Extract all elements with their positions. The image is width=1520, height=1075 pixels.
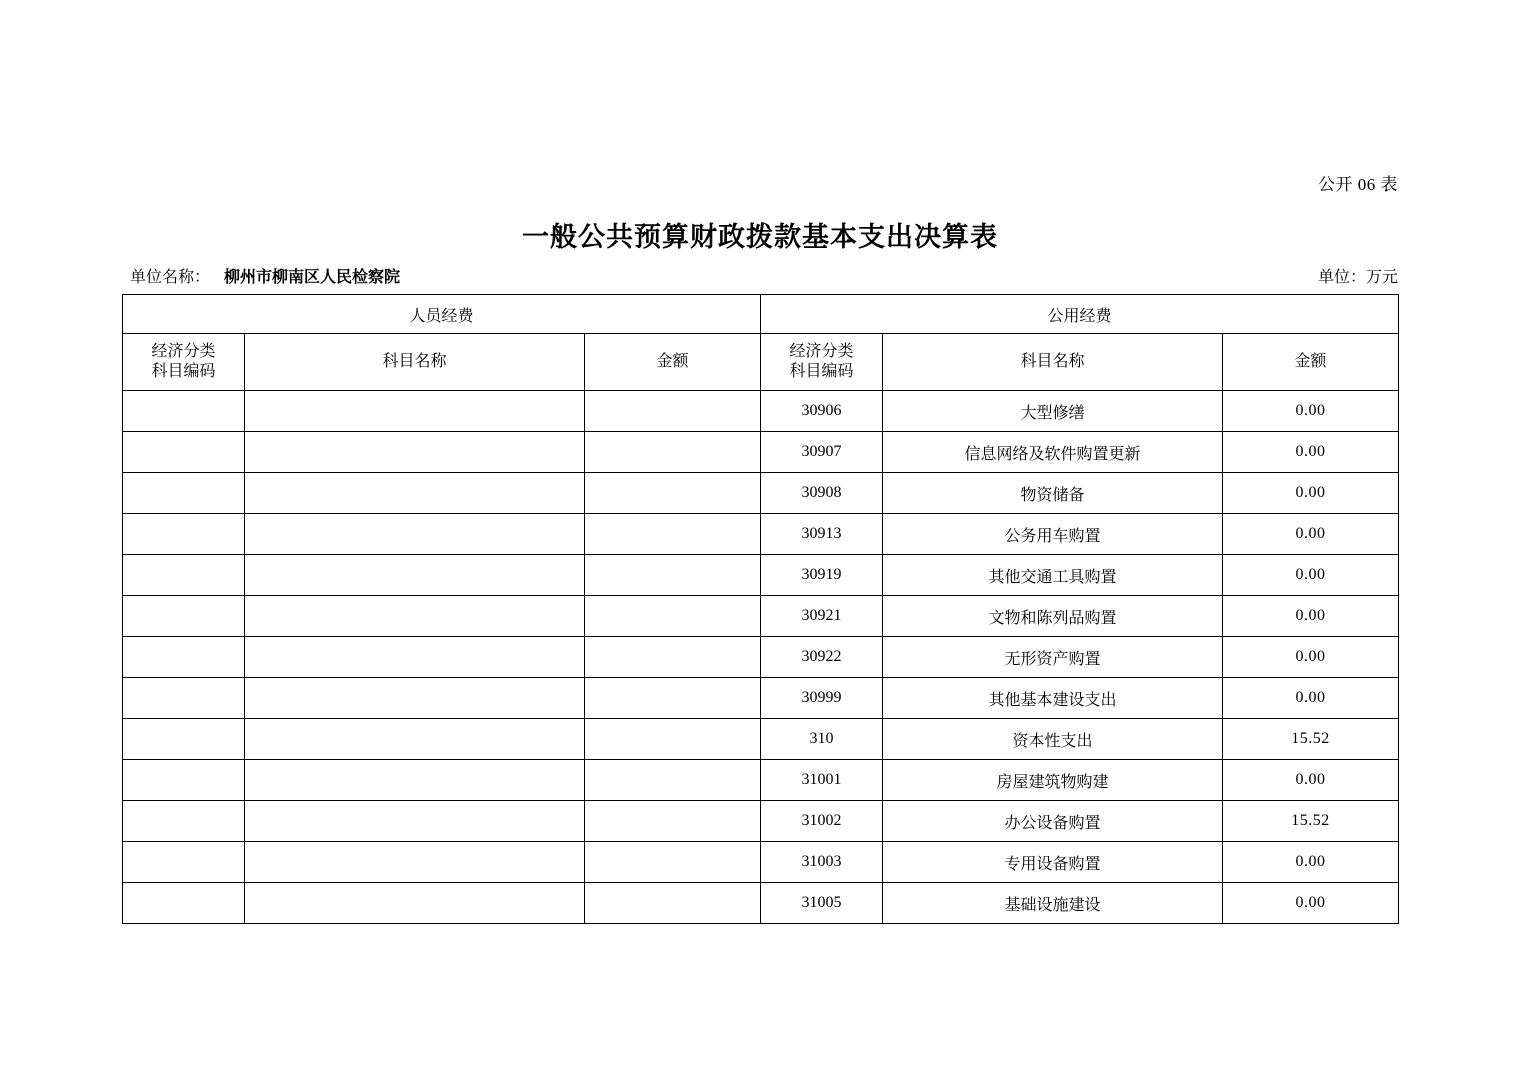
cell-personnel-code bbox=[123, 760, 245, 801]
cell-public-code: 31002 bbox=[761, 801, 883, 842]
cell-public-code: 30919 bbox=[761, 555, 883, 596]
column-header-personnel-code bbox=[123, 334, 245, 391]
cell-public-amount: 15.52 bbox=[1223, 719, 1399, 760]
table-row bbox=[123, 801, 1399, 842]
table-row bbox=[123, 842, 1399, 883]
cell-personnel-amount bbox=[585, 760, 761, 801]
cell-personnel-amount bbox=[585, 883, 761, 924]
cell-personnel-name bbox=[245, 719, 585, 760]
cell-personnel-code bbox=[123, 801, 245, 842]
table-row bbox=[123, 760, 1399, 801]
cell-public-amount: 0.00 bbox=[1223, 514, 1399, 555]
cell-public-name: 公务用车购置 bbox=[883, 514, 1223, 555]
cell-public-amount: 0.00 bbox=[1223, 842, 1399, 883]
cell-public-code: 31005 bbox=[761, 883, 883, 924]
cell-public-name: 其他基本建设支出 bbox=[883, 678, 1223, 719]
cell-personnel-code bbox=[123, 596, 245, 637]
cell-personnel-code bbox=[123, 514, 245, 555]
cell-personnel-amount bbox=[585, 514, 761, 555]
cell-public-name: 专用设备购置 bbox=[883, 842, 1223, 883]
cell-public-name: 文物和陈列品购置 bbox=[883, 596, 1223, 637]
cell-public-code: 30921 bbox=[761, 596, 883, 637]
cell-personnel-amount bbox=[585, 801, 761, 842]
cell-public-name: 其他交通工具购置 bbox=[883, 555, 1223, 596]
table-row bbox=[123, 678, 1399, 719]
column-header-public-code-line2: 科目编码 bbox=[789, 363, 854, 380]
column-header-public-amount: 金额 bbox=[1223, 334, 1399, 391]
cell-public-code: 310 bbox=[761, 719, 883, 760]
cell-personnel-code bbox=[123, 555, 245, 596]
cell-public-code: 30999 bbox=[761, 678, 883, 719]
cell-public-amount: 0.00 bbox=[1223, 596, 1399, 637]
cell-personnel-name bbox=[245, 678, 585, 719]
budget-table bbox=[122, 294, 1399, 924]
cell-personnel-name bbox=[245, 514, 585, 555]
cell-public-name: 大型修缮 bbox=[883, 391, 1223, 432]
group-header-personnel: 人员经费 bbox=[123, 295, 761, 334]
column-header-public-code-line1: 经济分类 bbox=[789, 343, 854, 360]
table-row bbox=[123, 555, 1399, 596]
cell-personnel-code bbox=[123, 473, 245, 514]
column-header-personnel-code-line1: 经济分类 bbox=[151, 343, 216, 360]
cell-personnel-name bbox=[245, 391, 585, 432]
cell-personnel-amount bbox=[585, 637, 761, 678]
cell-personnel-code bbox=[123, 719, 245, 760]
group-header-public: 公用经费 bbox=[761, 295, 1399, 334]
cell-public-amount: 0.00 bbox=[1223, 432, 1399, 473]
cell-personnel-name bbox=[245, 596, 585, 637]
table-row bbox=[123, 596, 1399, 637]
cell-public-name: 办公设备购置 bbox=[883, 801, 1223, 842]
cell-public-code: 30906 bbox=[761, 391, 883, 432]
page-title: 一般公共预算财政拨款基本支出决算表 bbox=[522, 222, 998, 252]
table-row bbox=[123, 432, 1399, 473]
table-row bbox=[123, 637, 1399, 678]
cell-personnel-name bbox=[245, 432, 585, 473]
cell-public-amount: 15.52 bbox=[1223, 801, 1399, 842]
cell-personnel-amount bbox=[585, 555, 761, 596]
cell-public-amount: 0.00 bbox=[1223, 555, 1399, 596]
cell-public-code: 30913 bbox=[761, 514, 883, 555]
currency-note: 单位：万元 bbox=[1317, 269, 1398, 286]
table-group-header-row bbox=[123, 295, 1399, 334]
unit-name-block bbox=[130, 264, 400, 287]
column-header-public-code bbox=[761, 334, 883, 391]
table-body bbox=[123, 391, 1399, 924]
cell-personnel-code bbox=[123, 842, 245, 883]
cell-public-amount: 0.00 bbox=[1223, 883, 1399, 924]
column-header-personnel-code-line2: 科目编码 bbox=[151, 363, 216, 380]
table-row bbox=[123, 514, 1399, 555]
table-row bbox=[123, 391, 1399, 432]
cell-personnel-code bbox=[123, 678, 245, 719]
unit-name-label: 单位名称： bbox=[130, 269, 211, 286]
cell-personnel-amount bbox=[585, 596, 761, 637]
cell-public-code: 30907 bbox=[761, 432, 883, 473]
cell-public-name: 房屋建筑物购建 bbox=[883, 760, 1223, 801]
cell-public-name: 基础设施建设 bbox=[883, 883, 1223, 924]
cell-personnel-name bbox=[245, 842, 585, 883]
form-code-label: 公开 06 表 bbox=[1318, 175, 1398, 194]
cell-personnel-name bbox=[245, 760, 585, 801]
cell-personnel-code bbox=[123, 637, 245, 678]
cell-personnel-amount bbox=[585, 719, 761, 760]
cell-personnel-amount bbox=[585, 473, 761, 514]
cell-public-amount: 0.00 bbox=[1223, 760, 1399, 801]
cell-public-amount: 0.00 bbox=[1223, 391, 1399, 432]
cell-personnel-name bbox=[245, 473, 585, 514]
table-row bbox=[123, 473, 1399, 514]
table-column-header-row bbox=[123, 334, 1399, 391]
table-row bbox=[123, 719, 1399, 760]
cell-personnel-name bbox=[245, 555, 585, 596]
cell-personnel-amount bbox=[585, 842, 761, 883]
cell-public-amount: 0.00 bbox=[1223, 637, 1399, 678]
cell-public-name: 物资储备 bbox=[883, 473, 1223, 514]
cell-public-code: 30922 bbox=[761, 637, 883, 678]
cell-public-name: 无形资产购置 bbox=[883, 637, 1223, 678]
cell-personnel-amount bbox=[585, 432, 761, 473]
cell-public-code: 31001 bbox=[761, 760, 883, 801]
cell-public-amount: 0.00 bbox=[1223, 678, 1399, 719]
table-row bbox=[123, 883, 1399, 924]
cell-personnel-amount bbox=[585, 391, 761, 432]
cell-personnel-name bbox=[245, 883, 585, 924]
cell-personnel-name bbox=[245, 801, 585, 842]
cell-personnel-name bbox=[245, 637, 585, 678]
cell-public-name: 信息网络及软件购置更新 bbox=[883, 432, 1223, 473]
unit-name-value: 柳州市柳南区人民检察院 bbox=[224, 269, 401, 286]
cell-public-name: 资本性支出 bbox=[883, 719, 1223, 760]
cell-personnel-amount bbox=[585, 678, 761, 719]
column-header-personnel-name: 科目名称 bbox=[245, 334, 585, 391]
column-header-public-name: 科目名称 bbox=[883, 334, 1223, 391]
cell-public-code: 30908 bbox=[761, 473, 883, 514]
meta-row bbox=[122, 264, 1398, 288]
cell-personnel-code bbox=[123, 391, 245, 432]
cell-public-code: 31003 bbox=[761, 842, 883, 883]
cell-personnel-code bbox=[123, 883, 245, 924]
cell-public-amount: 0.00 bbox=[1223, 473, 1399, 514]
column-header-personnel-amount: 金额 bbox=[585, 334, 761, 391]
cell-personnel-code bbox=[123, 432, 245, 473]
